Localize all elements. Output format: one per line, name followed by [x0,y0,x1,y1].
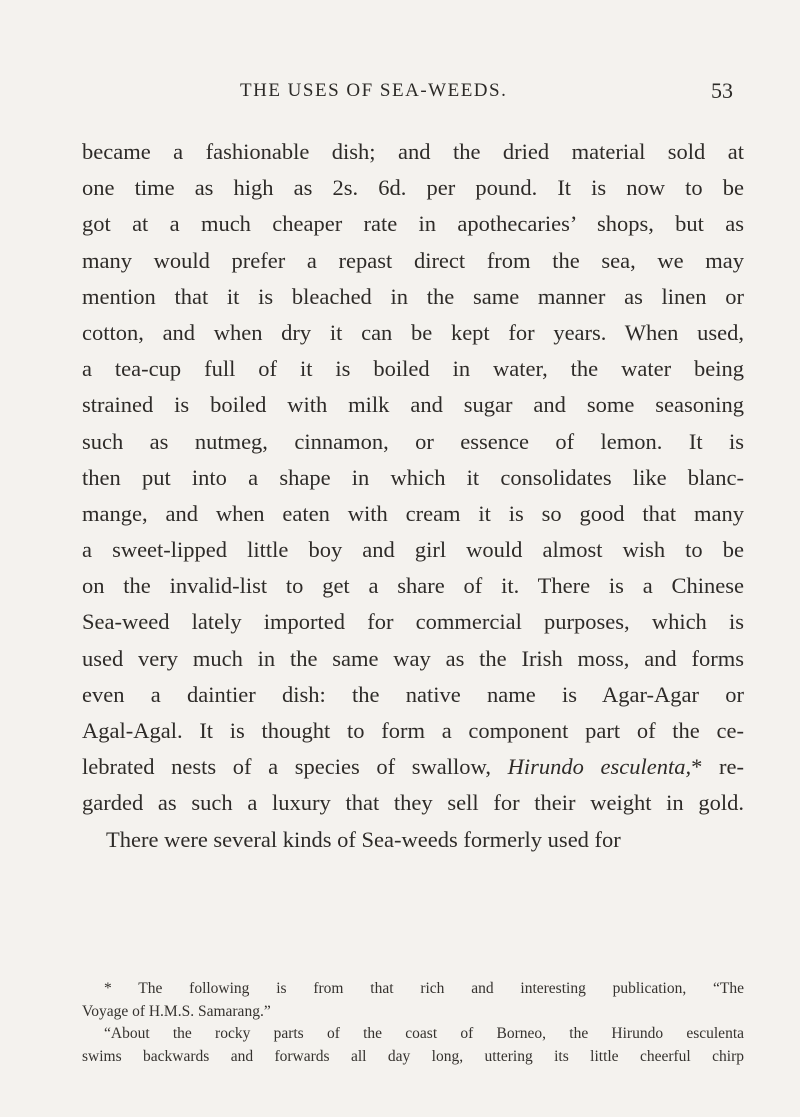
footnote-marker: * re- [691,754,744,780]
text-line: strained is boiled with milk and sugar and some seasoning [82,392,744,418]
text-line-with-italic [82,749,744,785]
body-text [82,134,744,858]
text-line: a sweet-lipped little boy and girl would almost wish to be [82,537,744,563]
running-head [0,80,800,110]
footnotes [82,978,744,1068]
text-line: then put into a shape in which it consolidates like blanc- [82,464,744,490]
text-line: a tea-cup full of it is boiled in water, the water being [82,356,744,382]
text-line: many would prefer a repast direct from the sea, we may [82,247,744,273]
text-line: garded as such a luxury that they sell for their weight in gold. [82,790,744,816]
text-line: cotton, and when dry it can be kept for years. When used, [82,319,744,345]
text-line: mange, and when eaten with cream it is so good that many [82,500,744,526]
text-line: became a fashionable dish; and the dried material sold at [82,139,744,164]
text-line: Agal-Agal. It is thought to form a component part of the ce- [82,718,744,743]
text-line: used very much in the same way as the Irish moss, and forms [82,645,744,671]
line-prefix: lebrated nests of a species of swallow, [82,754,508,780]
footnote-line: Voyage of H.M.S. Samarang.” [82,1002,271,1020]
footnote-line: swims backwards and forwards all day long, uttering its little cheerful chirp [82,1047,744,1065]
footnote-line: * The following is from that rich and interesting publication, “The [104,980,744,997]
text-line: There were several kinds of Sea-weeds formerly used for [106,826,621,852]
text-line: Sea-weed lately imported for commercial purposes, which is [82,609,744,635]
page-number: 53 [711,78,733,103]
text-line: even a daintier dish: the native name is Agar-Agar or [82,681,744,707]
text-line: such as nutmeg, cinnamon, or essence of lemon. It is [82,428,744,454]
text-line: on the invalid-list to get a share of it. There is a Chinese [82,573,744,599]
footnote-line: “About the rocky parts of the coast of Borneo, the Hirundo esculenta [104,1025,744,1042]
running-title: THE USES OF SEA-WEEDS. [240,80,508,101]
text-line: got at a much cheaper rate in apothecaries’ shops, but as [82,211,744,237]
text-line: one time as high as 2s. 6d. per pound. It is now to be [82,175,744,201]
species-name: Hirundo esculenta, [507,754,692,780]
text-line: mention that it is bleached in the same manner as linen or [82,283,744,309]
